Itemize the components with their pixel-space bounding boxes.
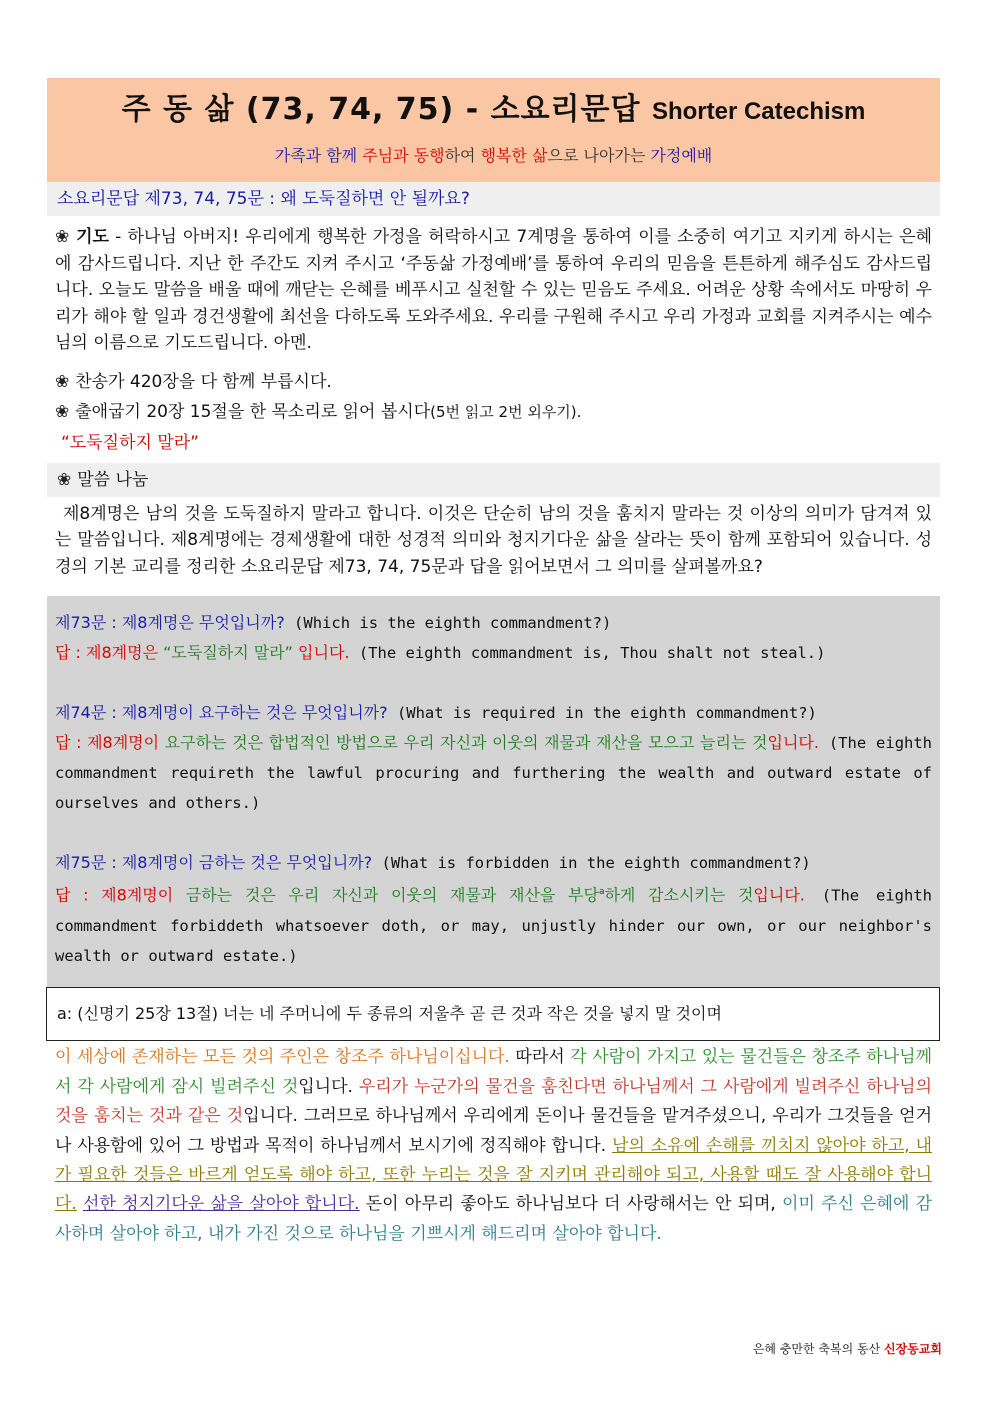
subtitle-segment: 하여 <box>444 146 481 165</box>
answer-74-label: 답 : 제8계명이 <box>55 732 165 752</box>
footnote-marker: a <box>598 887 605 898</box>
subtitle-segment: 가정예배 <box>650 146 713 165</box>
qa-box <box>47 596 940 987</box>
answer-73-end: 입니다. <box>292 643 350 663</box>
sharing-label: 말씀 나눔 <box>77 469 149 490</box>
footer-text: 은혜 충만한 축복의 동산 <box>752 1342 885 1356</box>
answer-74-body: 요구하는 것은 합법적인 방법으로 우리 자신과 이웃의 재물과 재산을 모으고 늘리는 것 <box>164 732 768 752</box>
answer-75-en: (The eighth commandment forbiddeth whatsoever doth, or may, unjustly hinder our own, or our neighbor's wealth or outward estate.) <box>55 886 933 965</box>
prayer-paragraph <box>47 224 940 357</box>
closing-segment: 우리가 누군가의 물건을 훔친다면 하나님께서 그 사람에게 빌려주신 하나님의 것을 훔치는 것과 같은 것 <box>55 1076 932 1127</box>
closing-segment: 따라서 <box>509 1047 571 1068</box>
worship-sheet <box>47 78 940 1249</box>
reading-note: (5번 읽고 2번 외우기). <box>430 402 582 421</box>
title-korean: 주 동 삶 (73, 74, 75) - 소요리문답 <box>121 92 641 127</box>
subtitle <box>47 146 940 166</box>
header-banner <box>47 78 940 182</box>
answer-73-en: (The eighth commandment is, Thou shalt not steal.) <box>349 644 826 663</box>
answer-73-quote: “도둑질하지 말라” <box>163 643 293 663</box>
catechism-question-bar: 소요리문답 제73, 74, 75문 : 왜 도둑질하면 안 될까요? <box>47 182 940 216</box>
qa-74 <box>55 698 932 819</box>
prayer-text: - 하나님 아버지! 우리에게 행복한 가정을 허락하시고 7계명을 통하여 이를 소중히 여기고 지키게 하시는 은혜에 감사드립니다. 지난 한 주간도 지켜 주시고 ‘주동삶 가정예배’를 통하여 우리의 믿음을 튼튼하게 해주심도 감사드립니다. 오늘도 말씀을 배울 때에 깨닫는 은혜를 베푸시고 실천할 수 있는 믿음도 주세요. 어려운 상황 속에서도 마땅히 우리가 해야 할 일과 경건생활에 최선을 다하도록 도와주세요. 우리를 구원해 주시고 우리 가정과 교회를 지켜주시는 예수님의 이름으로 기도드립니다. 아멘. <box>55 227 933 353</box>
closing-segment: 선한 청지기다운 삶을 살아야 합니다. <box>83 1194 360 1215</box>
answer-74-en: (The eighth commandment requireth the lawful procuring and furthering the wealth and outward estate of ourselves and others.) <box>55 733 933 813</box>
closing-segment: 이 세상에 존재하는 모든 것의 주인은 창조주 하나님이십니다. <box>55 1047 510 1068</box>
intro-paragraph: 제8계명은 남의 것을 도둑질하지 말라고 합니다. 이것은 단순히 남의 것을 훔치지 말라는 것 이상의 의미가 담겨져 있는 말씀입니다. 제8계명에는 경제생활에 대한 성경적 의미와 청지기다운 삶을 살라는 뜻이 함께 포함되어 있습니다. 성경의 기본 교리를 정리한 소요리문답 제73, 74, 75문과 답을 읽어보면서 그 의미를 살펴볼까요? <box>55 503 932 577</box>
question-75: 제75문 : 제8계명이 금하는 것은 무엇입니까? <box>55 852 373 872</box>
flower-bullet-icon: ❀ <box>55 371 70 392</box>
question-73-en: (Which is the eighth commandment?) <box>284 614 612 632</box>
closing-segment: 돈이 아무리 좋아도 하나님보다 더 사랑해서는 안 되며, <box>359 1194 783 1215</box>
hymn-line <box>47 367 940 397</box>
footer <box>753 1340 942 1357</box>
question-74-en: (What is required in the eighth commandment?) <box>387 703 817 722</box>
subtitle-segment: 행복한 삶 <box>480 146 548 165</box>
subtitle-segment: 으로 나아가는 <box>547 146 651 165</box>
closing-segment: 입니다. 그러므로 하나님께서 우리에게 돈이나 물건들을 맡겨주셨으니, 우리가 그것들을 얻거나 사용함에 있어 그 방법과 목적이 하나님께서 보시기에 정직해야 합니다. <box>55 1106 932 1156</box>
flower-bullet-icon: ❀ <box>55 401 70 422</box>
closing-segment: 각 사람이 가지고 있는 물건들은 창조주 하나님께서 각 사람에게 잠시 빌려주신 것 <box>55 1047 933 1097</box>
answer-73-label: 답 : 제8계명은 <box>55 643 164 663</box>
prayer-label: 기도 <box>76 227 109 247</box>
reading-line <box>47 397 940 427</box>
footnote-box: a: (신명기 25장 13절) 너는 네 주머니에 두 종류의 저울추 곧 큰 것과 작은 것을 넣지 말 것이며 <box>46 987 940 1041</box>
answer-75-end: 입니다. <box>753 885 805 905</box>
question-73: 제73문 : 제8계명은 무엇입니까? <box>55 613 285 632</box>
question-75-en: (What is forbidden in the eighth commandment?) <box>372 853 811 872</box>
qa-75 <box>55 848 932 972</box>
title-english: Shorter Catechism <box>651 98 866 125</box>
answer-75-label: 답 : 제8계명이 <box>55 885 186 905</box>
answer-74-end: 입니다. <box>767 732 819 752</box>
reading-text: 출애굽기 20장 15절을 한 목소리로 읽어 봅시다 <box>75 401 431 422</box>
subtitle-segment: 주님과 동행 <box>362 146 445 165</box>
closing-segment: 입니다. <box>298 1076 359 1097</box>
hymn-text: 찬송가 420장을 다 함께 부릅시다. <box>75 371 332 392</box>
subtitle-segment: 가족과 함께 <box>274 146 363 165</box>
answer-75-body: 금하는 것은 우리 자신과 이웃의 재물과 재산을 부당 <box>185 885 599 905</box>
closing-segment: 이미 주신 은혜에 감사하며 살아야 하고, 내가 가진 것으로 하나님을 기쁘시게 해드리며 살아야 합니다. <box>55 1194 932 1244</box>
verse-quote: “도둑질하지 말라” <box>61 432 199 453</box>
closing-segment: 남의 소유에 손해를 끼치지 않아야 하고, 내가 필요한 것들은 바르게 얻도록 해야 하고, 또한 누리는 것을 잘 지키며 관리해야 되고, 사용할 때도 잘 사용해야 합니다. <box>55 1135 932 1215</box>
page-title <box>47 78 940 130</box>
church-name: 신장동교회 <box>884 1342 942 1356</box>
qa-73 <box>55 608 932 669</box>
closing-paragraph <box>47 1041 940 1249</box>
answer-75-body-2: 하게 감소시키는 것 <box>604 885 754 905</box>
flower-bullet-icon: ❀ <box>57 469 72 490</box>
question-74: 제74문 : 제8계명이 요구하는 것은 무엇입니까? <box>55 702 388 722</box>
sharing-bar <box>47 463 940 497</box>
flower-bullet-icon: ❀ <box>55 227 71 247</box>
